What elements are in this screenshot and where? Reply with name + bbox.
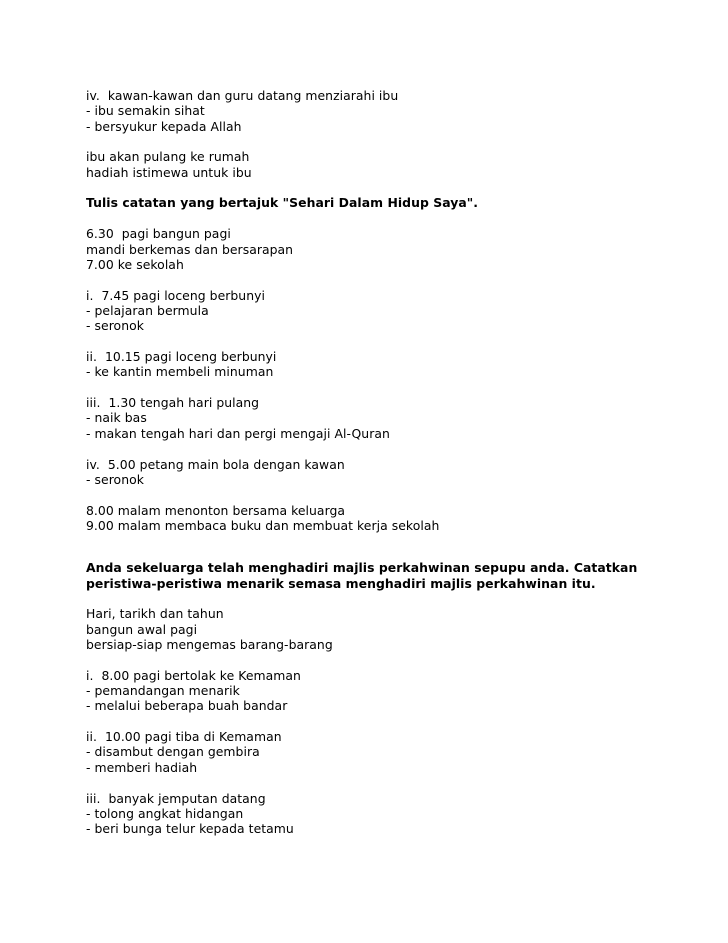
- text-line: iv. 5.00 petang main bola dengan kawan: [86, 456, 345, 472]
- text-paragraph: [86, 668, 646, 714]
- heading-paragraph: [86, 560, 646, 591]
- text-paragraph: [86, 503, 646, 534]
- text-line: 7.00 ke sekolah: [86, 256, 184, 272]
- text-line: mandi berkemas dan bersarapan: [86, 241, 294, 257]
- text-line: - memberi hadiah: [86, 759, 198, 775]
- text-line: - bersyukur kepada Allah: [86, 118, 242, 134]
- text-line: - makan tengah hari dan pergi mengaji Al-Quran: [86, 425, 390, 441]
- text-line: 8.00 malam menonton bersama keluarga: [86, 502, 346, 518]
- text-line: i. 8.00 pagi bertolak ke Kemaman: [86, 667, 301, 683]
- text-line: - ibu semakin sihat: [86, 103, 205, 119]
- text-paragraph: [86, 288, 646, 334]
- text-line: 9.00 malam membaca buku dan membuat kerja sekolah: [86, 517, 440, 533]
- text-line: ii. 10.00 pagi tiba di Kemaman: [86, 729, 282, 745]
- text-paragraph: [86, 88, 646, 134]
- text-line: 6.30 pagi bangun pagi: [86, 226, 231, 242]
- text-line: iii. banyak jemputan datang: [86, 790, 266, 806]
- text-line: hadiah istimewa untuk ibu: [86, 164, 252, 180]
- heading-paragraph: [86, 195, 646, 210]
- text-paragraph: [86, 606, 646, 652]
- text-line: - naik bas: [86, 410, 147, 426]
- text-paragraph: [86, 149, 646, 180]
- text-line: ii. 10.15 pagi loceng berbunyi: [86, 349, 277, 365]
- text-line: Hari, tarikh dan tahun: [86, 606, 224, 622]
- document-body: [86, 88, 646, 852]
- text-line: - melalui beberapa buah bandar: [86, 698, 288, 714]
- text-line: - disambut dengan gembira: [86, 744, 260, 760]
- text-paragraph: [86, 457, 646, 488]
- text-line: - ke kantin membeli minuman: [86, 364, 274, 380]
- text-line: - seronok: [86, 471, 144, 487]
- text-line: Anda sekeluarga telah menghadiri majlis perkahwinan sepupu anda. Catatkan: [86, 560, 638, 576]
- text-paragraph: [86, 226, 646, 272]
- text-paragraph: [86, 729, 646, 775]
- text-line: i. 7.45 pagi loceng berbunyi: [86, 287, 265, 303]
- text-paragraph: [86, 791, 646, 837]
- text-line: iii. 1.30 tengah hari pulang: [86, 395, 260, 411]
- text-line: ibu akan pulang ke rumah: [86, 149, 250, 165]
- text-line: bersiap-siap mengemas barang-barang: [86, 636, 333, 652]
- text-line: bangun awal pagi: [86, 621, 198, 637]
- text-line: - tolong angkat hidangan: [86, 805, 244, 821]
- text-line: - pelajaran bermula: [86, 302, 209, 318]
- text-line: peristiwa-peristiwa menarik semasa menghadiri majlis perkahwinan itu.: [86, 575, 596, 591]
- text-paragraph: [86, 349, 646, 380]
- text-paragraph: [86, 395, 646, 441]
- text-line: - pemandangan menarik: [86, 683, 240, 699]
- text-line: - beri bunga telur kepada tetamu: [86, 821, 294, 837]
- text-line: - seronok: [86, 318, 144, 334]
- text-line: Tulis catatan yang bertajuk "Sehari Dalam Hidup Saya".: [86, 195, 479, 211]
- text-line: iv. kawan-kawan dan guru datang menziarahi ibu: [86, 88, 399, 103]
